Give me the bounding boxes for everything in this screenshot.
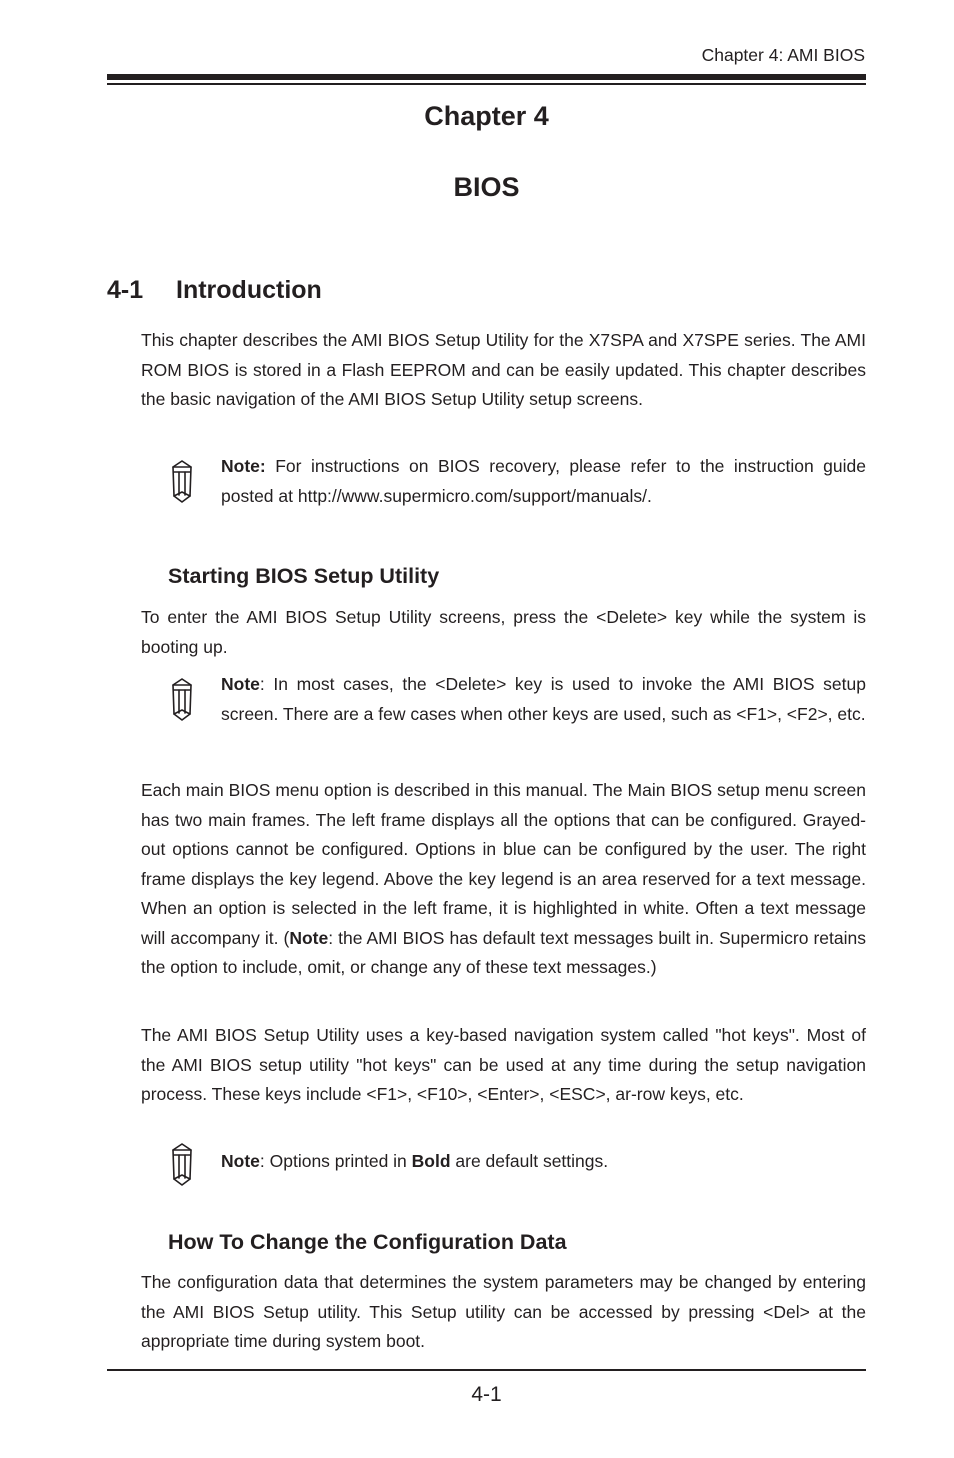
section-number: 4-1 (107, 276, 144, 304)
config-paragraph: The configuration data that determines the system parameters may be changed by entering the AMI BIOS Setup utility. This Setup utility can be accessed by pressing <Del> at the appropriate time during system boot. (141, 1272, 866, 1351)
page-number: 4-1 (471, 1383, 502, 1406)
intro-note (221, 452, 866, 511)
intro-note-text: For instructions on BIOS recovery, please refer to the instruction guide posted at http://www.supermicro.com/support/manuals/. (221, 456, 866, 506)
header-rule-thick (107, 74, 866, 80)
running-header: Chapter 4: AMI BIOS (701, 45, 865, 65)
menu-paragraph-b: : the AMI BIOS has default text messages built in. Supermicro retains the option to include, omit, or change any of these text messages.) (141, 927, 866, 977)
starting-heading: Starting BIOS Setup Utility (168, 564, 440, 588)
default-note-label: Note (221, 1151, 260, 1171)
menu-paragraph (141, 776, 866, 983)
starting-note-label: Note (221, 674, 260, 694)
pencil-icon (170, 676, 194, 722)
default-note-bold: Bold (411, 1151, 451, 1171)
header-rule-thin (107, 83, 866, 85)
config-heading: How To Change the Configuration Data (168, 1230, 567, 1254)
intro-paragraph: This chapter describes the AMI BIOS Setup Utility for the X7SPA and X7SPE series. The AMI ROM BIOS is stored in a Flash EEPROM and can be easily updated. This chapter describes the basic navigation of the AMI BIOS Setup Utility setup screens. (141, 330, 866, 409)
menu-paragraph-a: Each main BIOS menu option is described in this manual. The Main BIOS setup menu screen has two main frames. The left frame displays all the options that can be configured. Grayed-out options cannot be configured. Options in blue can be configured by the user. The right frame displays the key legend. Above the key legend is an area reserved for a text message. When an option is selected in the left frame, it is highlighted in white. Often a text message will accompany it. ( (141, 780, 866, 948)
footer-rule (107, 1369, 866, 1371)
section-heading (107, 276, 322, 305)
default-note-text-a: : Options printed in (259, 1151, 412, 1171)
chapter-label: Chapter 4 (424, 101, 549, 131)
starting-note-text: : In most cases, the <Delete> key is used to invoke the AMI BIOS setup screen. There are a few cases when other keys are used, such as <F1>, <F2>, etc. (221, 674, 866, 724)
pencil-icon (170, 1141, 194, 1187)
default-note-text-b: are default settings. (450, 1151, 609, 1171)
starting-paragraph: To enter the AMI BIOS Setup Utility screens, press the <Delete> key while the system is booting up. (141, 607, 866, 657)
intro-note-label: Note: (221, 456, 266, 476)
menu-paragraph-bold: Note (289, 927, 329, 948)
default-settings-note (221, 1147, 866, 1177)
section-title: Introduction (176, 276, 322, 304)
hotkeys-paragraph: The AMI BIOS Setup Utility uses a key-based navigation system called "hot keys". Most of the AMI BIOS setup utility "hot keys" can be used at any time during the setup navigation process. These keys include <F1>, <F10>, <Enter>, <ESC>, ar-row keys, etc. (141, 1025, 866, 1104)
pencil-icon (170, 458, 194, 504)
chapter-title: BIOS (453, 172, 520, 202)
starting-note (221, 670, 866, 729)
